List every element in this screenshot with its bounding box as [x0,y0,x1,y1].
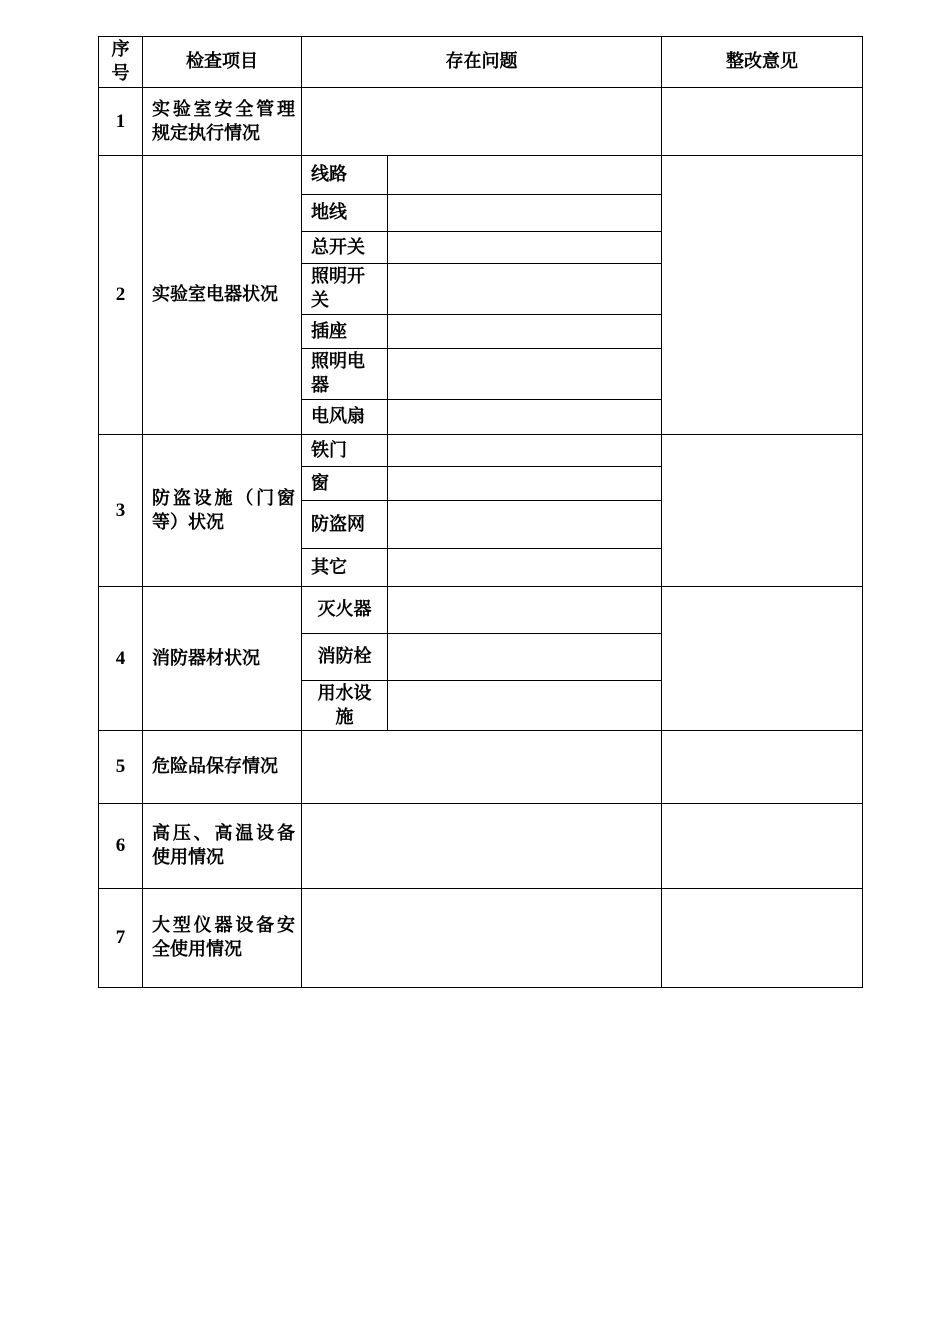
sub-item-label: 地线 [302,195,388,232]
row-index: 1 [99,88,143,156]
table-row [99,889,863,988]
sub-item-label: 电风扇 [302,400,388,435]
sub-item-problem-cell[interactable] [388,681,662,731]
problems-cell[interactable] [302,731,662,804]
sub-item-label: 窗 [302,467,388,501]
row-index: 7 [99,889,143,988]
sub-item-label: 照明电器 [302,349,388,400]
row-index: 6 [99,804,143,889]
header-suggestions: 整改意见 [662,37,863,88]
problems-cell[interactable] [302,804,662,889]
table-row [99,731,863,804]
inspection-table [98,36,863,988]
sub-item-label [302,681,388,731]
sub-item-problem-cell[interactable] [388,435,662,467]
sub-item-problem-cell[interactable] [388,634,662,681]
row-item: 消防器材状况 [143,587,302,731]
sub-item-problem-cell[interactable] [388,501,662,549]
sub-item-label: 总开关 [302,232,388,264]
problems-cell[interactable] [302,889,662,988]
sub-item-label: 消防栓 [302,634,388,681]
suggestions-cell[interactable] [662,435,863,587]
problems-cell[interactable] [302,88,662,156]
suggestions-cell[interactable] [662,889,863,988]
header-index [99,37,143,88]
row-index: 5 [99,731,143,804]
row-index: 4 [99,587,143,731]
sub-item-label: 灭火器 [302,587,388,634]
sub-item-problem-cell[interactable] [388,587,662,634]
sub-item-problem-cell[interactable] [388,232,662,264]
sub-item-label: 插座 [302,315,388,349]
table-row [99,88,863,156]
table-row [99,435,863,467]
row-item: 实验室电器状况 [143,156,302,435]
header-index-label: 序号 [111,39,130,84]
table-row [99,587,863,634]
sub-item-label: 其它 [302,549,388,587]
sub-item-problem-cell[interactable] [388,264,662,315]
sub-item-label: 线路 [302,156,388,195]
sub-item-problem-cell[interactable] [388,467,662,501]
table-row [99,804,863,889]
sub-item-problem-cell[interactable] [388,349,662,400]
row-item: 大型仪器设备安全使用情况 [143,889,302,988]
header-row [99,37,863,88]
table-row [99,156,863,195]
suggestions-cell[interactable] [662,88,863,156]
suggestions-cell[interactable] [662,156,863,435]
sub-item-problem-cell[interactable] [388,315,662,349]
sub-item-problem-cell[interactable] [388,195,662,232]
sub-item-label: 防盗网 [302,501,388,549]
suggestions-cell[interactable] [662,804,863,889]
row-item: 实验室安全管理规定执行情况 [143,88,302,156]
suggestions-cell[interactable] [662,731,863,804]
sub-item-label: 照明开关 [302,264,388,315]
row-item: 高压、高温设备使用情况 [143,804,302,889]
row-item: 危险品保存情况 [143,731,302,804]
row-index: 2 [99,156,143,435]
row-index: 3 [99,435,143,587]
header-item: 检查项目 [143,37,302,88]
sub-item-label: 铁门 [302,435,388,467]
suggestions-cell[interactable] [662,587,863,731]
sub-item-problem-cell[interactable] [388,549,662,587]
sub-item-problem-cell[interactable] [388,156,662,195]
sub-item-problem-cell[interactable] [388,400,662,435]
sub-item-label-text: 用水设施 [317,682,372,728]
row-item: 防盗设施（门窗等）状况 [143,435,302,587]
header-problems: 存在问题 [302,37,662,88]
